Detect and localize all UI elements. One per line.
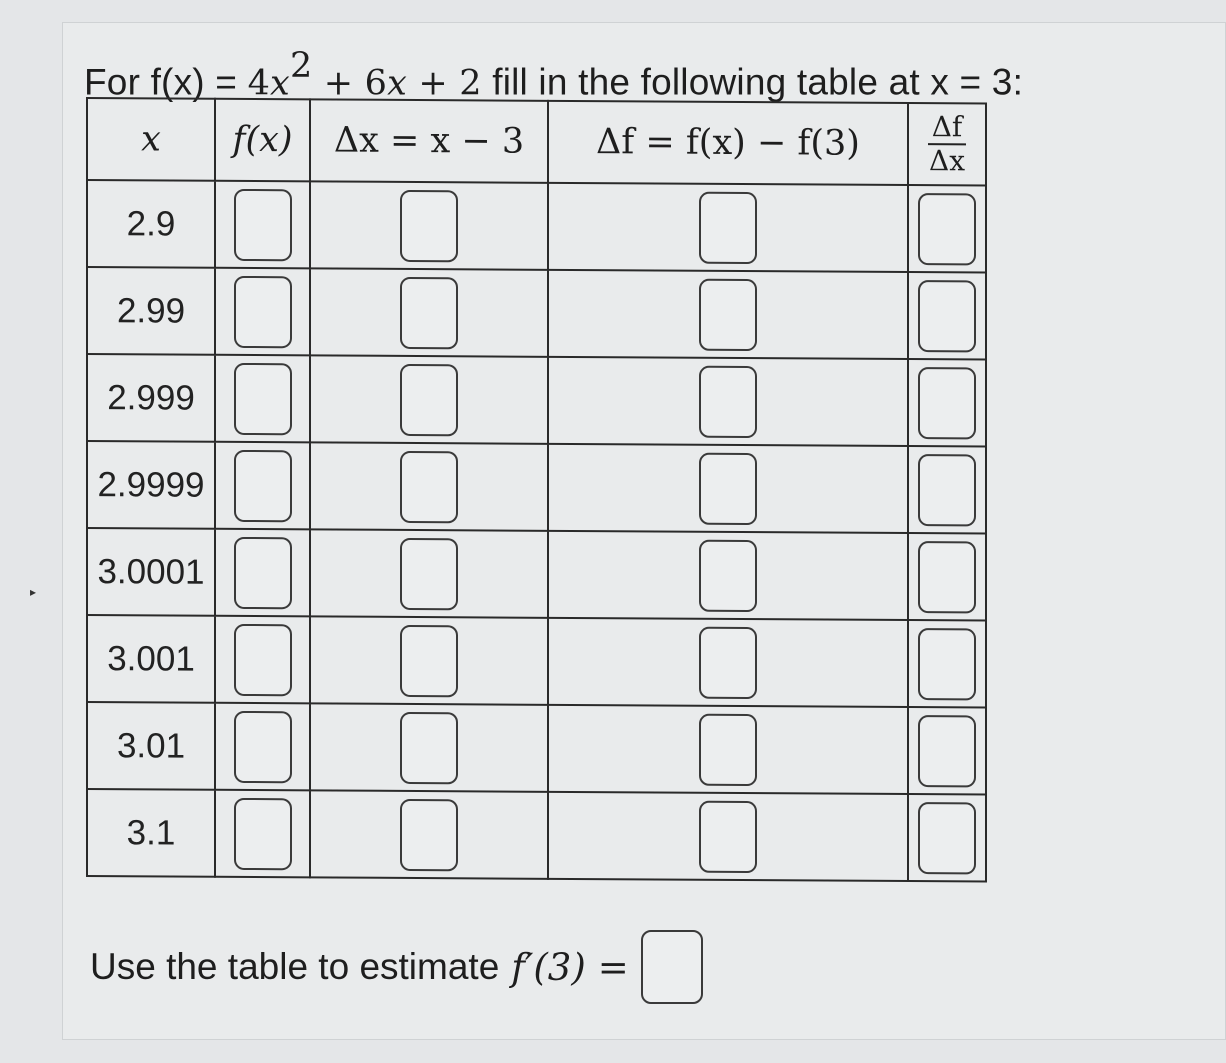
prompt-lead: For f(x) = bbox=[84, 61, 248, 103]
values-table bbox=[86, 97, 987, 883]
fx-cell bbox=[215, 703, 310, 791]
delta-f-cell bbox=[548, 270, 908, 359]
table-row bbox=[87, 528, 986, 620]
delta-f-cell bbox=[548, 183, 908, 272]
delta-f-answer-input[interactable] bbox=[699, 713, 757, 785]
delta-x-answer-input[interactable] bbox=[400, 624, 458, 696]
delta-x-answer-input[interactable] bbox=[400, 798, 458, 870]
header-delta-x: Δx = x − 3 bbox=[310, 99, 548, 182]
delta-x-cell bbox=[310, 442, 548, 530]
table-row bbox=[87, 615, 986, 707]
delta-x-answer-input[interactable] bbox=[400, 189, 458, 261]
delta-f-answer-input[interactable] bbox=[699, 626, 757, 698]
fx-coef-a: 4 bbox=[247, 63, 271, 104]
estimate-equals: = bbox=[597, 945, 629, 989]
estimate-answer-input[interactable] bbox=[641, 930, 703, 1004]
delta-f-cell bbox=[548, 531, 908, 620]
header-x: x bbox=[87, 98, 215, 181]
prompt-tail: fill in the following table at x = 3: bbox=[481, 61, 1024, 103]
row-marker-icon: ▸ bbox=[30, 585, 37, 599]
ratio-numerator: Δf bbox=[928, 113, 967, 145]
ratio-cell bbox=[908, 446, 986, 533]
header-fx: f(x) bbox=[215, 99, 310, 182]
delta-x-cell bbox=[310, 529, 548, 617]
ratio-cell bbox=[908, 185, 986, 272]
fx-cell bbox=[215, 181, 310, 269]
ratio-answer-input[interactable] bbox=[918, 541, 976, 613]
ratio-denominator: Δx bbox=[928, 144, 965, 178]
fx-cell bbox=[215, 442, 310, 530]
x-value-cell: 3.1 bbox=[87, 789, 215, 877]
fx-term-b: + 6 bbox=[312, 63, 388, 104]
fx-answer-input[interactable] bbox=[234, 536, 292, 608]
fx-answer-input[interactable] bbox=[234, 362, 292, 434]
x-value-cell: 2.999 bbox=[87, 354, 215, 442]
delta-f-cell bbox=[548, 792, 908, 881]
fx-answer-input[interactable] bbox=[234, 710, 292, 782]
delta-x-cell bbox=[310, 790, 548, 878]
delta-x-answer-input[interactable] bbox=[400, 276, 458, 348]
ratio-cell bbox=[908, 359, 986, 446]
delta-x-cell bbox=[310, 268, 548, 356]
delta-x-cell bbox=[310, 616, 548, 704]
ratio-cell bbox=[908, 272, 986, 359]
fx-var-2: x bbox=[387, 63, 408, 104]
table-row bbox=[87, 441, 986, 533]
header-delta-f: Δf = f(x) − f(3) bbox=[548, 101, 908, 185]
ratio-answer-input[interactable] bbox=[918, 802, 976, 874]
x-value-cell: 3.01 bbox=[87, 702, 215, 790]
question-prompt bbox=[84, 46, 1024, 104]
delta-f-answer-input[interactable] bbox=[699, 278, 757, 350]
fx-answer-input[interactable] bbox=[234, 449, 292, 521]
delta-f-cell bbox=[548, 705, 908, 794]
ratio-answer-input[interactable] bbox=[918, 193, 976, 265]
delta-f-answer-input[interactable] bbox=[699, 191, 757, 263]
x-value-cell: 2.99 bbox=[87, 267, 215, 355]
fx-cell bbox=[215, 268, 310, 356]
table-row bbox=[87, 702, 986, 794]
fx-cell bbox=[215, 529, 310, 617]
ratio-answer-input[interactable] bbox=[918, 715, 976, 787]
ratio-answer-input[interactable] bbox=[918, 628, 976, 700]
table-row bbox=[87, 789, 986, 881]
delta-f-answer-input[interactable] bbox=[699, 800, 757, 872]
estimate-question bbox=[90, 930, 703, 1004]
header-ratio bbox=[908, 103, 986, 185]
fx-cell bbox=[215, 616, 310, 704]
delta-x-answer-input[interactable] bbox=[400, 711, 458, 783]
delta-f-answer-input[interactable] bbox=[699, 452, 757, 524]
x-value-cell: 2.9 bbox=[87, 180, 215, 268]
ratio-answer-input[interactable] bbox=[918, 367, 976, 439]
fx-answer-input[interactable] bbox=[234, 275, 292, 347]
ratio-cell bbox=[908, 794, 986, 881]
delta-f-cell bbox=[548, 357, 908, 446]
x-value-cell: 3.001 bbox=[87, 615, 215, 703]
x-value-cell: 3.0001 bbox=[87, 528, 215, 616]
table-row bbox=[87, 354, 986, 446]
delta-f-cell bbox=[548, 444, 908, 533]
delta-f-cell bbox=[548, 618, 908, 707]
delta-x-cell bbox=[310, 355, 548, 443]
table-row bbox=[87, 267, 986, 359]
delta-x-answer-input[interactable] bbox=[400, 537, 458, 609]
ratio-cell bbox=[908, 707, 986, 794]
fx-cell bbox=[215, 355, 310, 443]
fx-var: x bbox=[270, 63, 290, 104]
table-row bbox=[87, 180, 986, 272]
fx-answer-input[interactable] bbox=[234, 188, 292, 260]
ratio-answer-input[interactable] bbox=[918, 280, 976, 352]
x-value-cell: 2.9999 bbox=[87, 441, 215, 529]
ratio-cell bbox=[908, 533, 986, 620]
estimate-expression: f′(3) bbox=[511, 945, 586, 989]
delta-x-cell bbox=[310, 703, 548, 791]
fx-exponent: 2 bbox=[290, 46, 313, 86]
delta-f-answer-input[interactable] bbox=[699, 365, 757, 437]
delta-x-answer-input[interactable] bbox=[400, 363, 458, 435]
delta-x-answer-input[interactable] bbox=[400, 450, 458, 522]
ratio-cell bbox=[908, 620, 986, 707]
delta-x-cell bbox=[310, 181, 548, 269]
delta-f-answer-input[interactable] bbox=[699, 539, 757, 611]
fx-cell bbox=[215, 790, 310, 878]
fx-term-c: + 2 bbox=[407, 63, 482, 104]
table-header-row bbox=[87, 98, 986, 185]
estimate-label: Use the table to estimate bbox=[90, 946, 500, 987]
fx-answer-input[interactable] bbox=[234, 797, 292, 869]
fx-answer-input[interactable] bbox=[234, 623, 292, 695]
ratio-answer-input[interactable] bbox=[918, 454, 976, 526]
